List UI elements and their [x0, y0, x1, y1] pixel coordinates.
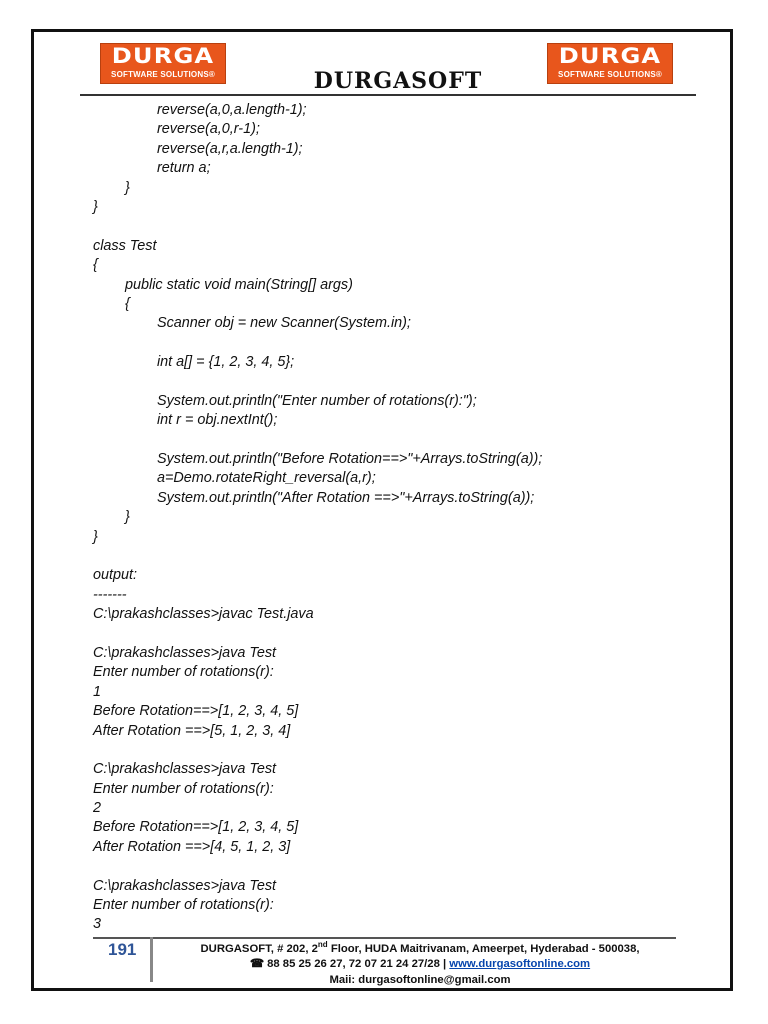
- code-line: [93, 431, 693, 450]
- code-line: 2: [93, 800, 102, 817]
- ordinal-suffix: nd: [317, 940, 328, 949]
- code-line: {: [93, 295, 130, 312]
- logo-subtitle: SOFTWARE SOLUTIONS®: [558, 70, 662, 79]
- code-line: C:\prakashclasses>java Test: [93, 644, 277, 661]
- code-line: C:\prakashclasses>java Test: [93, 877, 277, 894]
- code-line: reverse(a,0,r-1);: [93, 121, 260, 138]
- code-line: [93, 547, 693, 566]
- code-line: a=Demo.rotateRight_reversal(a,r);: [93, 470, 376, 487]
- code-line: [93, 334, 693, 353]
- code-line: class Test: [93, 237, 157, 254]
- code-line: Before Rotation==>[1, 2, 3, 4, 5]: [93, 819, 299, 836]
- code-line: int a[] = {1, 2, 3, 4, 5};: [93, 354, 295, 371]
- code-line: -------: [93, 586, 127, 603]
- code-line: C:\prakashclasses>java Test: [93, 761, 277, 778]
- code-line: }: [93, 528, 98, 545]
- code-line: output:: [93, 567, 138, 584]
- code-line: public static void main(String[] args): [93, 276, 353, 293]
- code-block: [93, 101, 693, 935]
- footer-address: [155, 937, 685, 957]
- code-line: System.out.println("Before Rotation==>"+Arrays.toString(a));: [93, 451, 543, 468]
- footer-separator: [150, 937, 153, 982]
- code-line: [93, 217, 693, 236]
- code-line: }: [93, 509, 130, 526]
- code-line: C:\prakashclasses>javac Test.java: [93, 606, 314, 623]
- phone-icon: ☎: [249, 958, 264, 971]
- address-part: Floor, HUDA Maitrivanam, Ameerpet, Hyderabad - 500038,: [327, 942, 640, 955]
- address-part: DURGASOFT, # 202, 2: [200, 942, 318, 955]
- code-line: Enter number of rotations(r):: [93, 664, 274, 681]
- logo-word: DURGA: [558, 44, 662, 68]
- code-line: reverse(a,r,a.length-1);: [93, 140, 303, 157]
- footer-mail: Maii: durgasoftonline@gmail.com: [329, 973, 511, 986]
- logo-word: DURGA: [111, 44, 215, 68]
- code-line: [93, 372, 693, 391]
- code-line: [93, 857, 693, 876]
- phone-numbers: 88 85 25 26 27, 72 07 21 24 27/28 |: [263, 958, 450, 971]
- code-line: 1: [93, 683, 102, 700]
- code-line: return a;: [93, 160, 211, 177]
- code-line: [93, 741, 693, 760]
- code-line: After Rotation ==>[5, 1, 2, 3, 4]: [93, 722, 291, 739]
- code-line: [93, 625, 693, 644]
- code-line: Enter number of rotations(r):: [93, 897, 274, 914]
- brand-title: DURGASOFT: [313, 68, 483, 94]
- code-line: Before Rotation==>[1, 2, 3, 4, 5]: [93, 703, 299, 720]
- code-line: Enter number of rotations(r):: [93, 780, 274, 797]
- header-rule: [80, 94, 696, 96]
- footer-contact: [155, 937, 685, 988]
- code-line: System.out.println("After Rotation ==>"+Arrays.toString(a));: [93, 489, 535, 506]
- code-line: System.out.println("Enter number of rotations(r):");: [93, 392, 477, 409]
- code-line: }: [93, 179, 130, 196]
- logo-subtitle: SOFTWARE SOLUTIONS®: [111, 70, 215, 79]
- code-line: int r = obj.nextInt();: [93, 412, 278, 429]
- code-line: Scanner obj = new Scanner(System.in);: [93, 315, 411, 332]
- code-line: 3: [93, 916, 102, 933]
- code-line: After Rotation ==>[4, 5, 1, 2, 3]: [93, 838, 291, 855]
- footer-phones: [155, 957, 685, 973]
- website-link[interactable]: www.durgasoftonline.com: [449, 958, 591, 971]
- code-line: {: [93, 257, 98, 274]
- code-line: reverse(a,0,a.length-1);: [93, 102, 307, 118]
- code-line: }: [93, 198, 98, 215]
- page-number: 191: [108, 940, 137, 959]
